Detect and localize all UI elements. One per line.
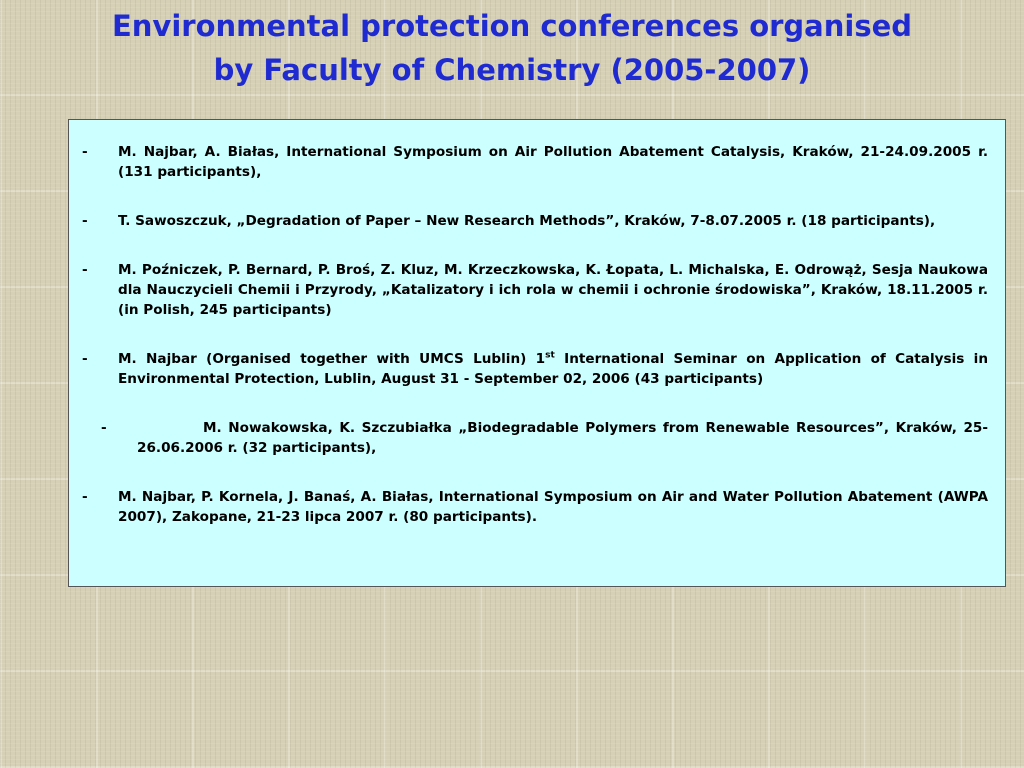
slide-title-line-1: Environmental protection conferences organised — [111, 9, 913, 43]
list-bullet: - — [82, 489, 88, 505]
list-item — [82, 487, 988, 527]
slide-title — [0, 4, 1024, 92]
list-item-text — [118, 349, 988, 389]
list-item-text: M. Poźniczek, P. Bernard, P. Broś, Z. Kluz, M. Krzeczkowska, K. Łopata, L. Michalska, E. Odrowąż, Sesja Naukowa dla Nauczycieli Chemii i Przyrody, „Katalizatory i ich rola w chemii i ochronie środowiska”, Kraków, 18.11.2005 r. (in Polish, 245 participants) — [118, 262, 988, 318]
list-item — [82, 142, 988, 182]
list-item-text-part: M. Najbar (Organised together with UMCS Lublin) 1 — [118, 351, 546, 367]
list-bullet: - — [82, 262, 88, 278]
list-item-text-part: M. Nowakowska, K. Szczubiałka „Biodegradable Polymers from Renewable Resources”, Kraków, 25-26.06.2006 r. (32 participants), — [137, 420, 988, 456]
list-item-text: M. Najbar, P. Kornela, J. Banaś, A. Białas, International Symposium on Air and Water Pollution Abatement (AWPA 2007), Zakopane, 21-23 lipca 2007 r. (80 participants). — [118, 489, 988, 525]
slide-title-line-2: by Faculty of Chemistry (2005-2007) — [213, 53, 811, 87]
list-item-text-part: International Seminar on Application of Catalysis in Environmental Protection, Lublin, August 31 - September 02, 2006 (43 participants) — [118, 351, 989, 387]
list-item — [82, 260, 988, 320]
list-item — [82, 349, 988, 389]
list-item-text: M. Najbar, A. Białas, International Symposium on Air Pollution Abatement Catalysis, Kraków, 21-24.09.2005 r. (131 participants), — [118, 144, 988, 180]
list-item-text — [137, 418, 988, 458]
conference-list-box — [68, 119, 1006, 587]
list-bullet: - — [82, 213, 88, 229]
list-item-text: T. Sawoszczuk, „Degradation of Paper – New Research Methods”, Kraków, 7-8.07.2005 r. (18 participants), — [118, 213, 936, 229]
ordinal-superscript: st — [545, 350, 555, 361]
list-item — [82, 418, 988, 458]
list-bullet: - — [82, 144, 88, 160]
list-bullet: - — [101, 420, 107, 436]
list-item — [82, 211, 988, 231]
list-bullet: - — [82, 351, 88, 367]
